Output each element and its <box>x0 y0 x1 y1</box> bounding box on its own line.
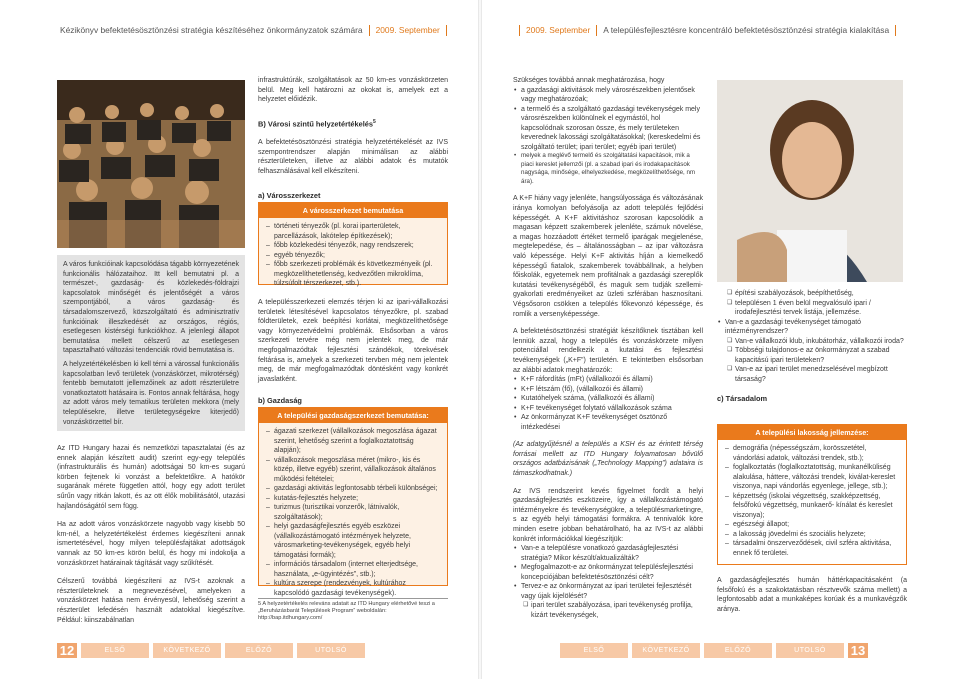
body-paragraph: Az IVS rendszerint kevés figyelmet fordít a helyi gazdaságfejlesztés eszközeire, így a vállalkozástámogató intézményekre és tevékenységükre, a településmarketingre, s az egyéb helyi támogatási formákra. A tennivalók köre minden esetre jobban behatárolható, ha az IVS-t az alábbi konkrét információkkal kiegészítjük: <box>513 487 703 543</box>
economy-box <box>258 422 448 597</box>
info-box-paragraph: A helyzetértékelésben ki kell térni a várossal funkcionális kapcsolatban levő területek (vonzáskörzet, mikrotérség) fentebb bemutatott jellemzőinek az adott részterületre vonatkoztatott hatásaira is. Fontos annak feltárása, hogy az adott város mely tematikus területen mekkora (mely településekre, illetve területegységekre kiterjedő) vonzáskörzettel bír. <box>63 360 239 426</box>
box-title-economy: A települési gazdaságszerkezet bemutatása: <box>258 407 448 422</box>
list-item: – főbb közlekedési tényezők, nagy rendszerek; <box>266 241 440 251</box>
footnote: 5 A helyzetértékelés releváns adatait az ITD Hungary elérhetővé teszi a „Beruházásbarát Települések Program” weboldalán: http://bap.itdhungary.com/ <box>258 601 435 621</box>
middle-column <box>258 76 448 200</box>
header-separator <box>519 25 520 36</box>
cityscape-box <box>258 217 448 285</box>
list-item: • K+F tevékenységet folytató vállalkozások száma <box>513 404 703 414</box>
header-separator <box>446 25 447 36</box>
list-item: – kultúra szerepe (rendezvények, kultúrához kapcsolódó gazdasági tevékenységek). <box>266 579 440 598</box>
info-box <box>57 255 245 431</box>
right-header-date: 2009. September <box>526 25 591 35</box>
header-separator <box>895 25 896 36</box>
section-heading-b <box>258 119 448 128</box>
previous-page-button[interactable]: ELŐZŐ <box>704 643 772 658</box>
italic-note: (Az adatgyűjtésnél a település a KSH és az érintett térség forrásai mellett az ITD Hungary folyamatosan bővülő országos adatbázisának („Technology Mapping”) adataira is támaszkodhatnak.) <box>513 441 703 477</box>
page-number-left: 12 <box>57 643 77 658</box>
body-paragraph: A településszerkezeti elemzés térjen ki az ipari-vállalkozási területek létesítésével kapcsolatos tényezőkre, pl. szabad földterületek, ezek beépítési korlátai, megközelíthetősége vagy környezetvédelmi problémák. Elsősorban a város szerkezeti tervére még nem jelentek meg, de már megfogalmazódtak fejlesztési szándékok, törekvések feltárása is, amelyek a szerkezeti tervben még nem jelentek meg, de már megfogalmazódtak döntésként vagy konkrét javaslatként. <box>258 299 448 383</box>
list-item: • melyek a meglévő termelő és szolgáltatási kapacitások, mik a piaci kereslet jellemzői (pl. a szabad ipari és irodakapacitások nagysága, minősége, elhelyezkedése, megközelíthetősége, nm ára). <box>513 152 703 186</box>
list-item: – ágazati szerkezet (vállalkozások megoszlása ágazat szerint, lehetőség szerint a foglalkoztatottság alapján); <box>266 427 440 456</box>
next-page-button[interactable]: KÖVETKEZŐ <box>632 643 700 658</box>
list-item: – képzettség (iskolai végzettség, szakképzettség, felsőfokú végzettség, munkaerő- kínálat és kereslet viszonya); <box>725 492 899 521</box>
right-column-2 <box>717 289 907 403</box>
left-header-title: Kézikönyv befektetésösztönzési stratégia készítéséhez önkormányzatok számára <box>60 25 363 35</box>
list-item: • a gazdasági aktivitások mely városrészekben jelentősek vagy meghatározóak; <box>513 86 703 105</box>
right-footer-nav <box>560 643 868 658</box>
middle-column-lower <box>258 298 448 405</box>
list-item: – egyéb tényezők; <box>266 251 440 261</box>
right-column-1 <box>513 76 703 620</box>
list-item: • Van-e a településre vonatkozó gazdaságfejlesztési stratégia? Mikor készült/aktualizálták? <box>513 544 703 563</box>
left-header-date: 2009. September <box>375 25 440 35</box>
question-list <box>513 544 703 601</box>
body-paragraph: A gazdaságfejlesztés humán háttérkapacitásaként (a felsőfokú és a szakoktatásban résztvevők száma mellett) a legfontosabb adat a munkaképes korúak és a munkavégzők aránya. <box>717 577 907 613</box>
list-item: – a lakosság jövedelmi és szociális helyzete; <box>725 530 899 540</box>
right-running-header <box>513 22 902 38</box>
next-page-button[interactable]: KÖVETKEZŐ <box>153 643 221 658</box>
previous-page-button[interactable]: ELŐZŐ <box>225 643 293 658</box>
footnote-area <box>258 598 448 622</box>
section-heading-a: a) Városszerkezet <box>258 190 321 200</box>
list-item: – turizmus (turisztikai vonzerők, látnivalók, szolgáltatások); <box>266 503 440 522</box>
list-item: ❑ Van-e vállalkozói klub, inkubátorház, vállalkozói iroda? <box>727 337 907 347</box>
list-item: – kutatás-fejlesztés helyzete; <box>266 494 440 504</box>
students-classroom-photo <box>57 80 245 248</box>
body-paragraph: Ha az adott város vonzáskörzete nagyobb vagy kisebb 50 km-nél, a helyzetértékelést érdemes kiegészíteni annak ismertetésével, hogy milyen településfajtákat adottságok vannak az 50 km-es körön belül, és hogy mi indokolja a vonzáskörzet határainak tágítását vagy szűkítését. <box>57 521 245 567</box>
list-item: – helyi gazdaságfejlesztés egyéb eszközei (vállalkozástámogató intézmények helyzete, városmarketing-tevékenységek, egyéb helyi támogatási formák); <box>266 522 440 560</box>
body-paragraph: A befektetésösztönzési stratégiát készítőknek tisztában kell lenniük azzal, hogy a település és vonzáskörzete milyen potenciállal rendelkezik a kutatási és fejlesztési tevékenységek („K+F”) területén. E tekintetben elsősorban az alábbi adatok meghatározók: <box>513 328 703 374</box>
page-number-right: 13 <box>848 643 868 658</box>
sub-item-list <box>717 337 907 385</box>
right-column-end <box>717 576 907 614</box>
footnote-ref: 5 <box>373 118 376 125</box>
last-page-button[interactable]: UTOLSÓ <box>297 643 365 658</box>
list-item: ❑ építési szabályozások, beépíthetőség, <box>727 289 907 299</box>
student-portrait-photo <box>717 80 903 282</box>
list-item: – gazdasági aktivitás legfontosabb térbeli különbségei; <box>266 484 440 494</box>
first-page-button[interactable]: ELSŐ <box>81 643 149 658</box>
left-running-header <box>60 22 453 38</box>
sub-question-list <box>513 601 703 620</box>
last-page-button[interactable]: UTOLSÓ <box>776 643 844 658</box>
list-item: ❑ Van-e az ipari terület menedzselésével megbízott társaság? <box>727 365 907 384</box>
list-item: • Megfogalmazott-e az önkormányzat településfejlesztési koncepciójában befektetésösztönzési célt? <box>513 563 703 582</box>
list-item: – egészségi állapot; <box>725 520 899 530</box>
list-item: • K+F ráfordítás (mFt) (vállalkozói és állami) <box>513 375 703 385</box>
list-item: – foglalkoztatás (foglalkoztatottság, munkanélküliség alakulása, háttere, változási trendek, kiválat-kereslet viszonya, napi vándorlás egyenlege, jellege, stb.); <box>725 463 899 492</box>
list-item: • Kutatóhelyek száma, (vállalkozói és állami) <box>513 394 703 404</box>
header-separator <box>596 25 597 36</box>
sub-item-list <box>717 289 907 318</box>
list-item: – információs társadalom (internet elterjedtsége, használata, „e-ügyintézés”, stb.); <box>266 560 440 579</box>
box-title-cityscape: A városszerkezet bemutatása <box>258 202 448 217</box>
body-paragraph: infrastruktúrák, szolgáltatások az 50 km-es vonzáskörzeten belül. Meg kell határozni az okokat is, amelyek ezt a helyzetet előidézik. <box>258 77 448 104</box>
list-item: – főbb szerkezeti problémák és következményeik (pl. megközelíthetetlenség, kedvezőtlen mikroklíma, túlzsúfolt térszerkezet, stb.). <box>266 260 440 289</box>
first-page-button[interactable]: ELSŐ <box>560 643 628 658</box>
rd-list <box>513 375 703 432</box>
list-item: • Van-e a gazdasági tevékenységet támogató intézményrendszer? <box>717 318 907 337</box>
society-box <box>717 439 907 565</box>
book-spine <box>478 0 482 679</box>
header-separator <box>369 25 370 36</box>
box-title-society: A települési lakosság jellemzése: <box>717 424 907 439</box>
body-paragraph: Az ITD Hungary hazai és nemzetközi tapasztalatai (és az ennek alapján készített audit) szerint egy-egy település (infrastrukturális és humán) adottságai 50 km-es sugarú körben fejtenek ki vonzást a befektetőkre. A hatókör sugarának mérete független attól, hogy egy adott terület sűrűn vagy ritkán lakott, és az ott élők mobilitásától, utazási hajlandóságától sem függ. <box>57 445 245 510</box>
list-item: • Tervez-e az önkormányzat az ipari területei fejlesztését vagy újak kijelölését? <box>513 582 703 601</box>
section-heading-gazdasag: b) Gazdaság <box>258 396 302 406</box>
list-item: • a termelő és a szolgáltató gazdasági tevékenységek mely városrészekben különülnek el egymástól, hol kapcsolódnak szorosan össze, és mely területeken keverednek lakossági szolgáltatásokkal; (kereskedelmi és szolgáltató terület; ipari terület; egyéb ipari terület) <box>513 105 703 153</box>
list-item: ❑ településen 1 éven belül megvalósuló ipari / irodafejlesztési tervek listája, jellemzése. <box>727 299 907 318</box>
list-item: ❑ Többségi tulajdonos-e az önkormányzat a szabad kapacitású ipari területeken? <box>727 346 907 365</box>
body-paragraph: A befektetésösztönzési stratégia helyzetértékelését az IVS szempontrendszer alapján minimálisan az alábbi részterületeken, illetve az alábbi adatok és mutatók felhasználásával kell elkészíteni. <box>258 139 448 176</box>
list-item: – vállalkozások megoszlása méret (mikro-, kis és közép, illetve egyéb) szerint, vállalkozások általános működési feltételei; <box>266 456 440 485</box>
section-heading-society: c) Társadalom <box>717 394 768 403</box>
list-item: – történeti tényezők (pl. korai iparterületek, parcellázások, lakótelep építkezések); <box>266 222 440 241</box>
list-item: – demográfia (népességszám, korösszetétel, vándorlási adatok, változási trendek, stb.); <box>725 444 899 463</box>
society-list <box>725 444 899 558</box>
economy-list <box>266 427 440 598</box>
right-header-title: A településfejlesztésre koncentráló befektetésösztönzési stratégia kialakítása <box>603 25 890 35</box>
left-column-body <box>57 444 245 625</box>
list-item: – társadalmi önszerveződések, civil szféra aktivitása, ennek fő területei. <box>725 539 899 558</box>
list-item: • Az önkormányzat K+F tevékenységet ösztönző intézkedései <box>513 413 703 432</box>
list-item: • K+F létszám (fő), (vállalkozói és állami) <box>513 385 703 395</box>
list-item: ❑ ipari terület szabályozása, ipari tevékenység profilja, kizárt tevékenységek, <box>523 601 703 620</box>
activity-list <box>513 86 703 187</box>
heading-text: B) Városi szintű helyzetértékelés <box>258 119 374 129</box>
body-paragraph: Célszerű továbbá kiegészíteni az IVS-t azoknak a részterületeknek a megnevezésével, amelyeken a vonzáskörzet hatása nem érvényesül, lehetőség szerint a részterület lefedésén használt adatokkal kiegészítve. Például: kiinszabálnatlan <box>57 578 245 624</box>
cityscape-list <box>266 222 440 289</box>
body-paragraph: A K+F hiány vagy jelenléte, hangsúlyossága és változásának iránya komolyan befolyásolja az adott település fejlődési képességét. A K+F aktivitáshoz szorosan kapcsolódik a magasan képzett szakemberek jelenléte, számuk növelése, a magas hozzáadott értéket termelő iparágak megjelenése, megtelepedése, és – általánosságban – az ipar változásra való képessége. Helyi K+F aktivitás híján a kiemelkedő képességű fiatalok, szakemberek továbbállnak, a helyben főiskolák, egyetemek nem profitálnak a gazdasági szereplők kutatási tevékenységéből, és maguk sem tudják szellemi-gyakorlati eredményeiket az üzleti szférában hasznosítani. Végsősoron csökken a település főkevonzó képessége, és romlik a versenyképessége. <box>513 195 703 318</box>
institution-list <box>717 318 907 337</box>
info-box-paragraph: A város funkcióinak kapcsolódása tágabb környezetének funkcionális hálózataihoz. Itt kell bemutatni pl. a természet-, gazdaság- és közlekedés-földrajzi kapcsolatok minőségét és jelentőségét a város szempontjából, a város gazdaság- és társadalomszervező, közszolgáltató és adminisztratív funkcióinak illeszkedését az országos, régiós, esetlegesen kistérségi funkciókhoz. A jelenlegi állapot bemutatása mellett célszerű az esetlegesen tapasztalható változási tendenciák rövid bemutatása is. <box>63 261 239 355</box>
left-footer-nav <box>57 643 365 658</box>
body-paragraph: Szükséges továbbá annak meghatározása, hogy <box>513 77 665 84</box>
